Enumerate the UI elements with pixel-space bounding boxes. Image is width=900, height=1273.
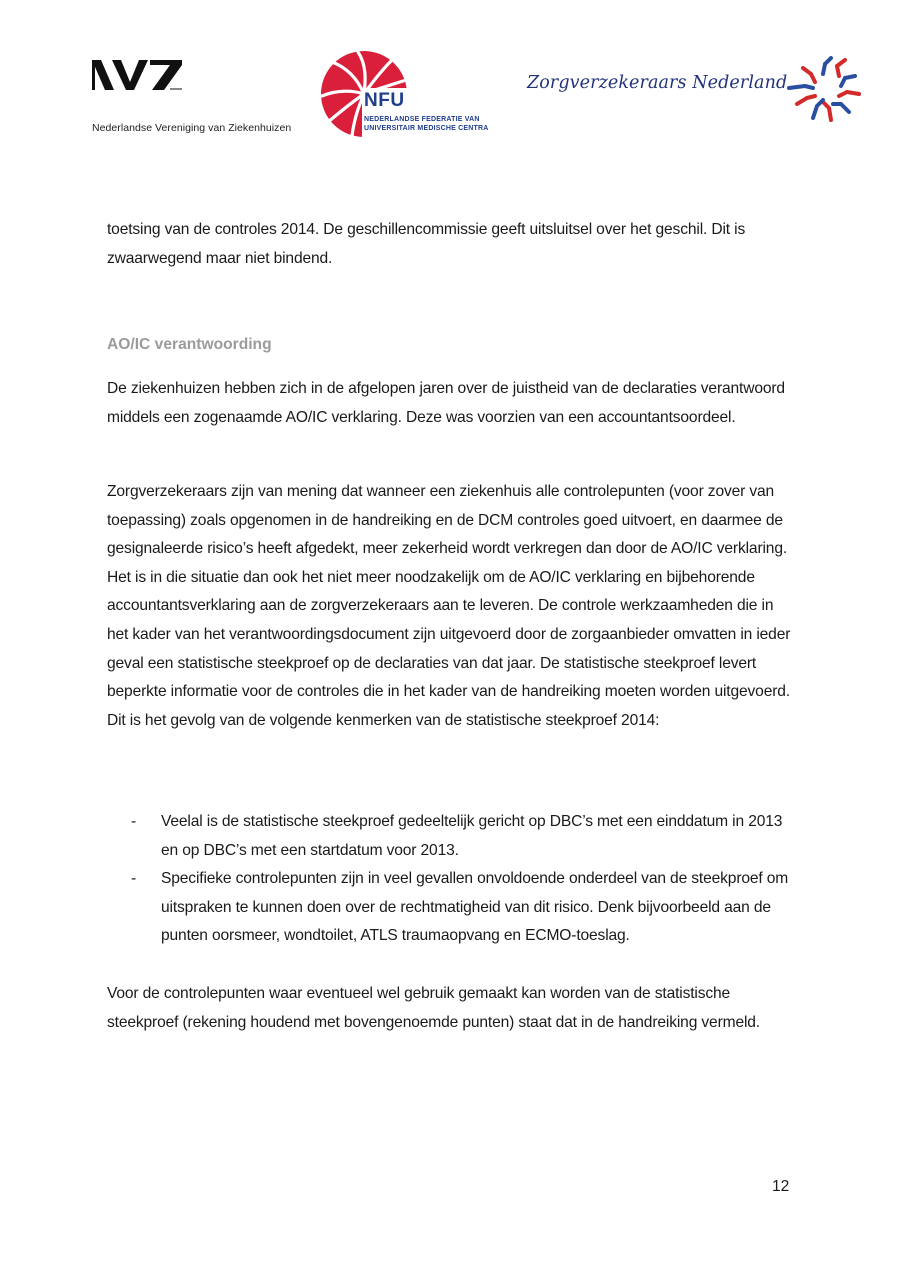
section-heading: AO/IC verantwoording xyxy=(107,336,272,353)
zn-figures-ring-icon xyxy=(785,56,865,126)
nfu-acronym: NFU xyxy=(364,90,405,111)
paragraph-intro: toetsing van de controles 2014. De geschillencommissie geeft uitsluitsel over het geschil. Dit is zwaarwegend maar niet bindend. xyxy=(107,221,746,267)
characteristics-list xyxy=(107,808,797,951)
list-item xyxy=(107,865,797,951)
list-item-text: Veelal is de statistische steekproef gedeeltelijk gericht op DBC’s met een einddatum in 2013 en op DBC’s met een startdatum voor 2013. xyxy=(161,813,783,859)
list-bullet: - xyxy=(131,813,137,830)
zn-wordmark: Zorgverzekeraars Nederland xyxy=(527,73,788,93)
list-bullet: - xyxy=(131,870,137,888)
list-item xyxy=(107,808,797,865)
nfu-line-1: NEDERLANDSE FEDERATIE VAN xyxy=(364,116,480,123)
nfu-line-2: UNIVERSITAIR MEDISCHE CENTRA xyxy=(364,125,489,132)
nvz-wordmark-icon xyxy=(92,58,184,92)
zorgverzekeraars-logo xyxy=(527,56,867,126)
list-item-text: Specifieke controlepunten zijn in veel gevallen onvoldoende onderdeel van de steekproef om uitspraken te kunnen doen over de rechtmatigheid van dit risico. Denk bijvoorbeeld aan de punten oorsmeer, wondtoilet, ATLS traumaopvang en ECMO-toeslag. xyxy=(161,870,789,945)
nfu-logo xyxy=(318,50,528,142)
paragraph-aoic-history: De ziekenhuizen hebben zich in de afgelopen jaren over de juistheid van de declaraties verantwoord middels een zogenaamde AO/IC verklaring. Deze was voorzien van een accountantsoordeel. xyxy=(107,380,785,426)
nvz-logo xyxy=(92,58,312,138)
paragraph-closing: Voor de controlepunten waar eventueel wel gebruik gemaakt kan worden van de statistische steekproef (rekening houdend met bovengenoemde punten) staat dat in de handreiking vermeld. xyxy=(107,985,760,1031)
page-number: 12 xyxy=(772,1178,790,1195)
paragraph-insurers-view: Zorgverzekeraars zijn van mening dat wanneer een ziekenhuis alle controlepunten (voor zover van toepassing) zoals opgenomen in de handreiking en de DCM controles goed uitvoert, en daarmee de gesignaleerde risico’s heeft afgedekt, meer zekerheid wordt verkregen dan door de AO/IC verklaring. Het is in die situatie dan ook het niet meer noodzakelijk om de AO/IC verklaring en bijbehorende accountantsverklaring aan de zorgverzekeraars aan te leveren. De controle werkzaamheden die in het kader van het verantwoordingsdocument zijn uitgevoerd door de zorgaanbieder omvatten in ieder geval een statistische steekproef op de declaraties van dat jaar. De statistische steekproef levert beperkte informatie voor de controles die in het kader van de handreiking moeten worden uitgevoerd. Dit is het gevolg van de volgende kenmerken van de statistische steekproef 2014: xyxy=(107,483,791,729)
nvz-subtitle: Nederlandse Vereniging van Ziekenhuizen xyxy=(92,122,292,134)
